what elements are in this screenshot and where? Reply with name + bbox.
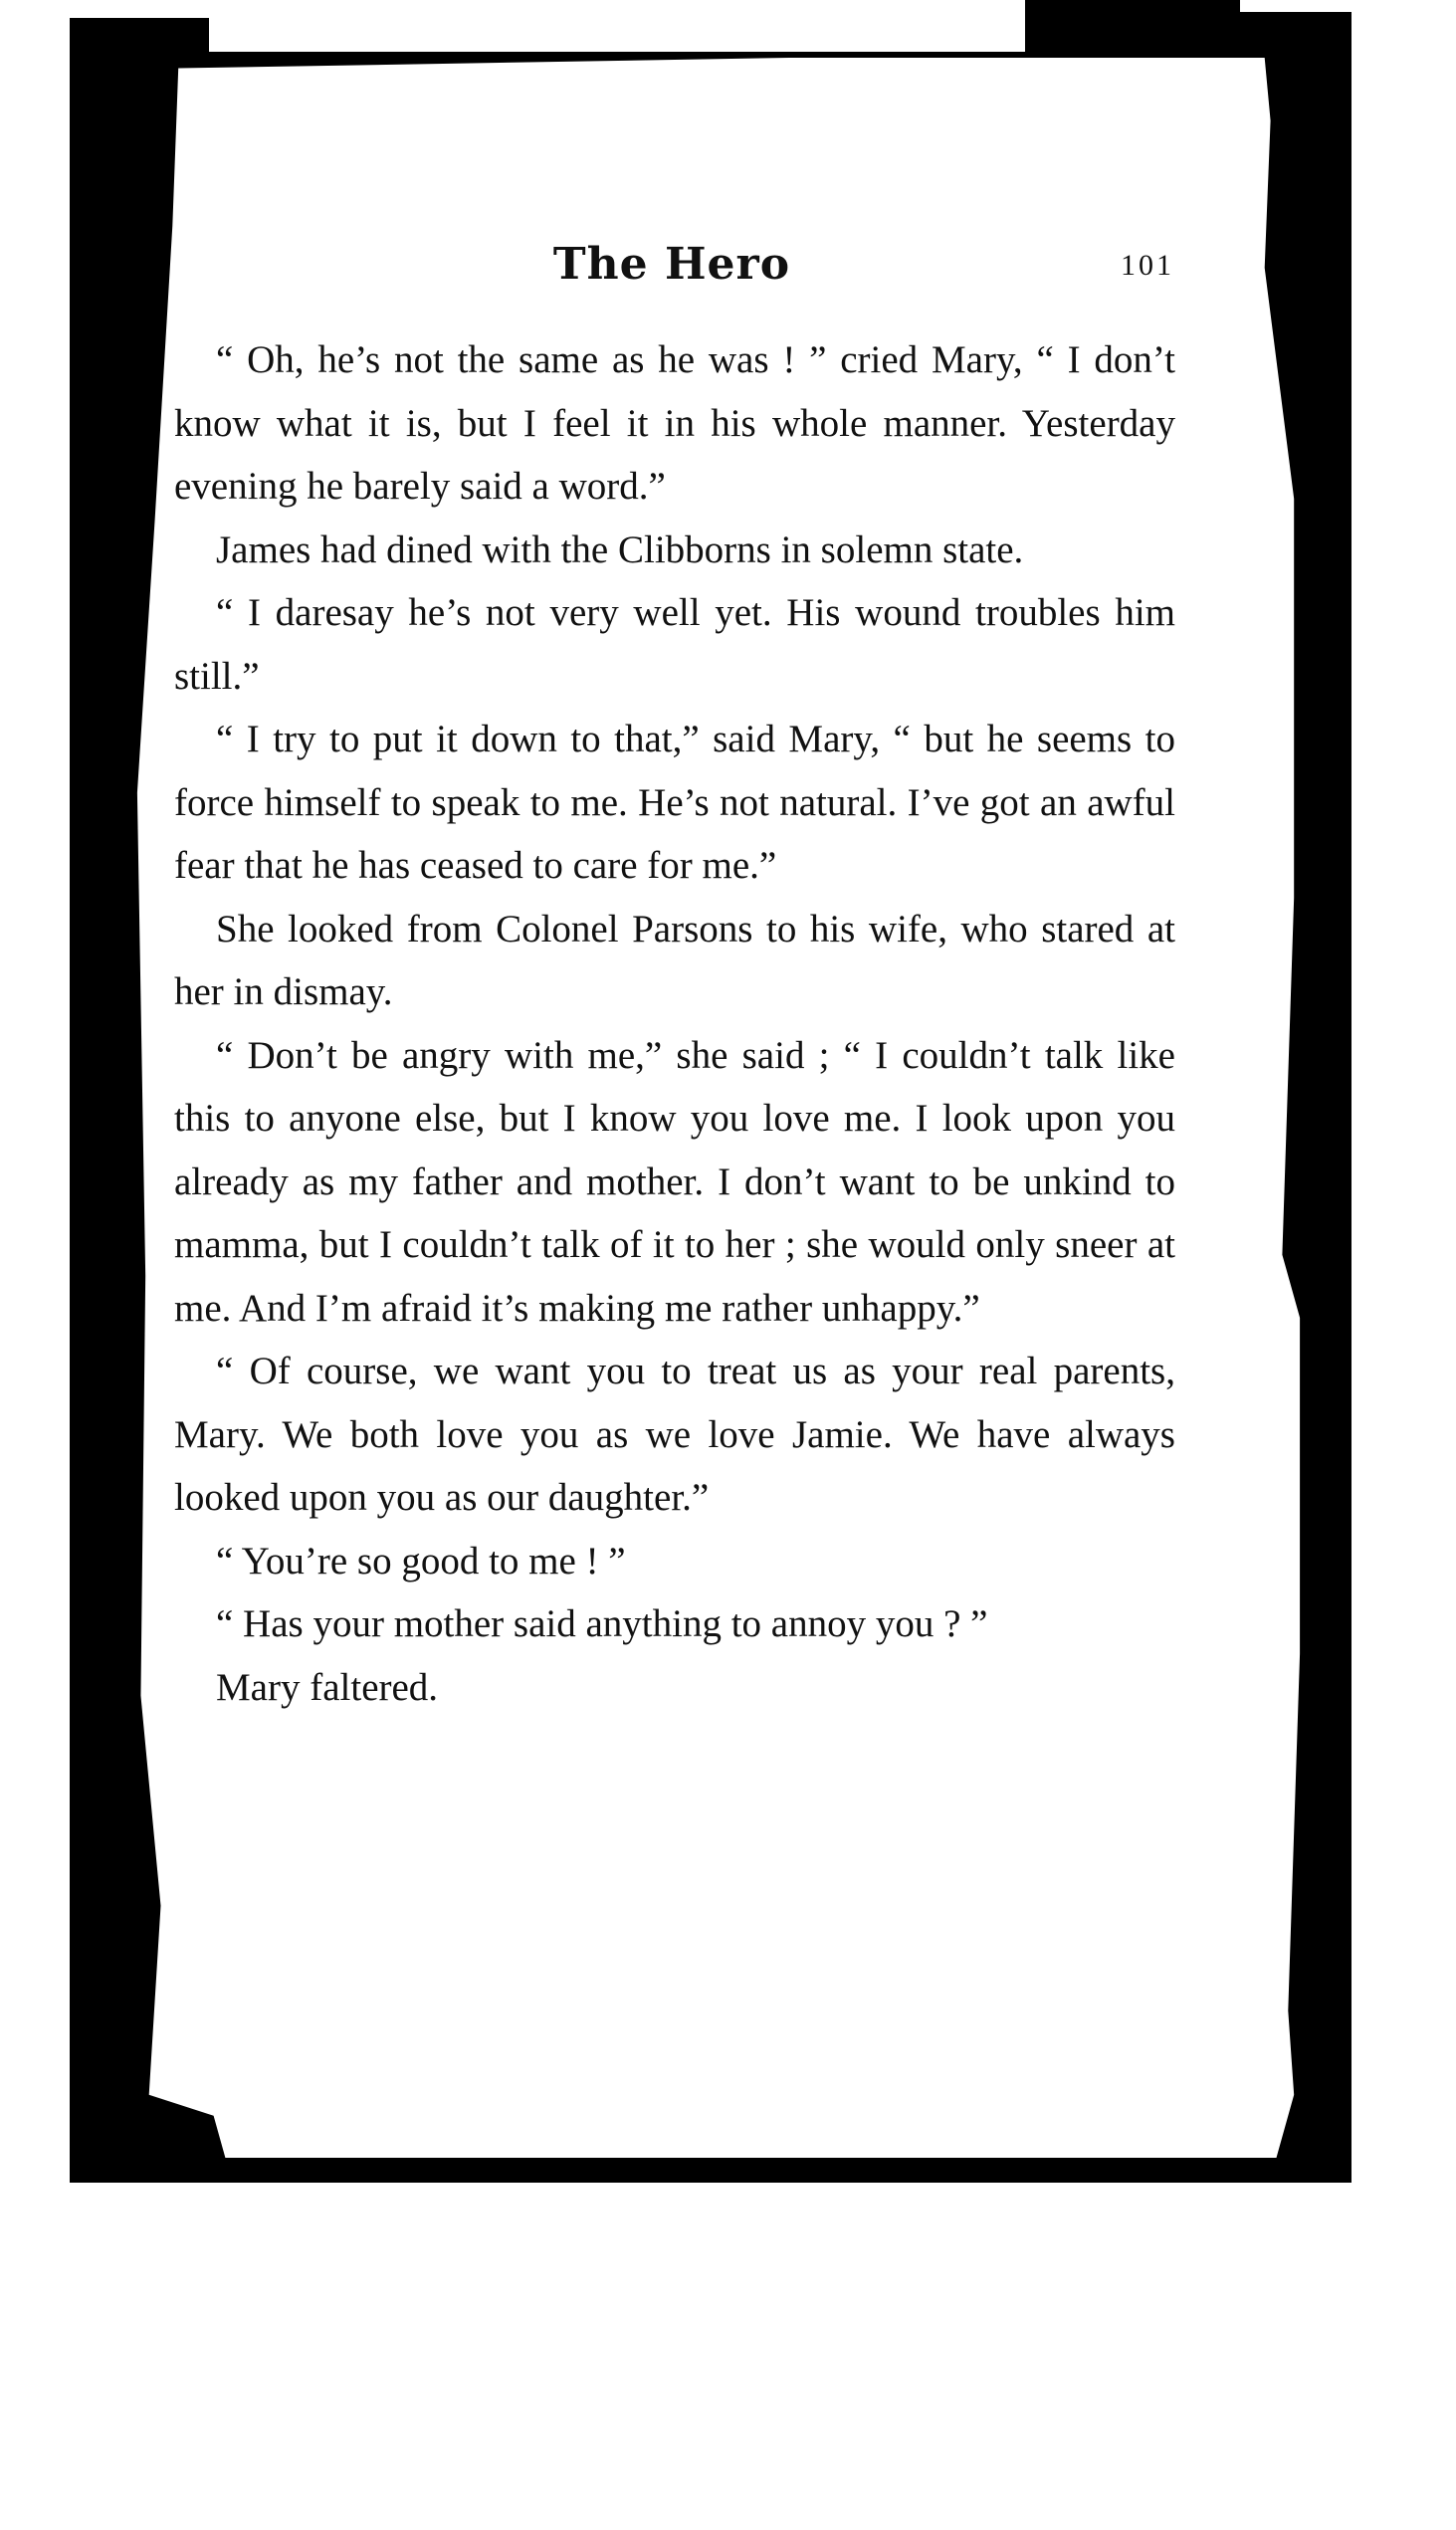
torn-edge <box>209 0 1025 52</box>
page-number: 101 <box>1121 249 1174 282</box>
paragraph: She looked from Colonel Parsons to his wife, who stared at her in dismay. <box>174 907 1175 1013</box>
running-head <box>169 239 1174 299</box>
paragraph: “ Oh, he’s not the same as he was ! ” cried Mary, “ I don’t know what it is, but I feel it in his whole manner. Yesterday evening he barely said a word.” <box>174 338 1175 508</box>
torn-edge <box>70 0 209 18</box>
paragraph: “ You’re so good to me ! ” <box>216 1539 626 1582</box>
paragraph: “ I try to put it down to that,” said Mary, “ but he seems to force himself to speak to me. He’s not natural. I’ve got an awful fear that he has ceased to care for me.” <box>174 718 1175 887</box>
paragraph: James had dined with the Clibborns in solemn state. <box>216 527 1024 571</box>
paragraph: “ Don’t be angry with me,” she said ; “ I couldn’t talk like this to anyone else, but I know you love me. I look upon you already as my father and mother. I don’t want to be unkind to mamma, but I couldn’t talk of it to her ; she would only sneer at me. And I’m afraid it’s making me rather unhappy.” <box>174 1033 1175 1330</box>
torn-edge <box>1240 0 1421 12</box>
paragraph: “ Has your mother said anything to annoy you ? ” <box>216 1602 988 1645</box>
running-title: The Hero <box>552 239 791 290</box>
body-text <box>174 328 1175 1719</box>
paragraph: “ Of course, we want you to treat us as your real parents, Mary. We both love you as we love Jamie. We have always looked upon you as our daughter.” <box>174 1350 1175 1519</box>
paragraph: “ I daresay he’s not very well yet. His wound troubles him still.” <box>174 591 1175 698</box>
paragraph: Mary faltered. <box>216 1665 439 1709</box>
